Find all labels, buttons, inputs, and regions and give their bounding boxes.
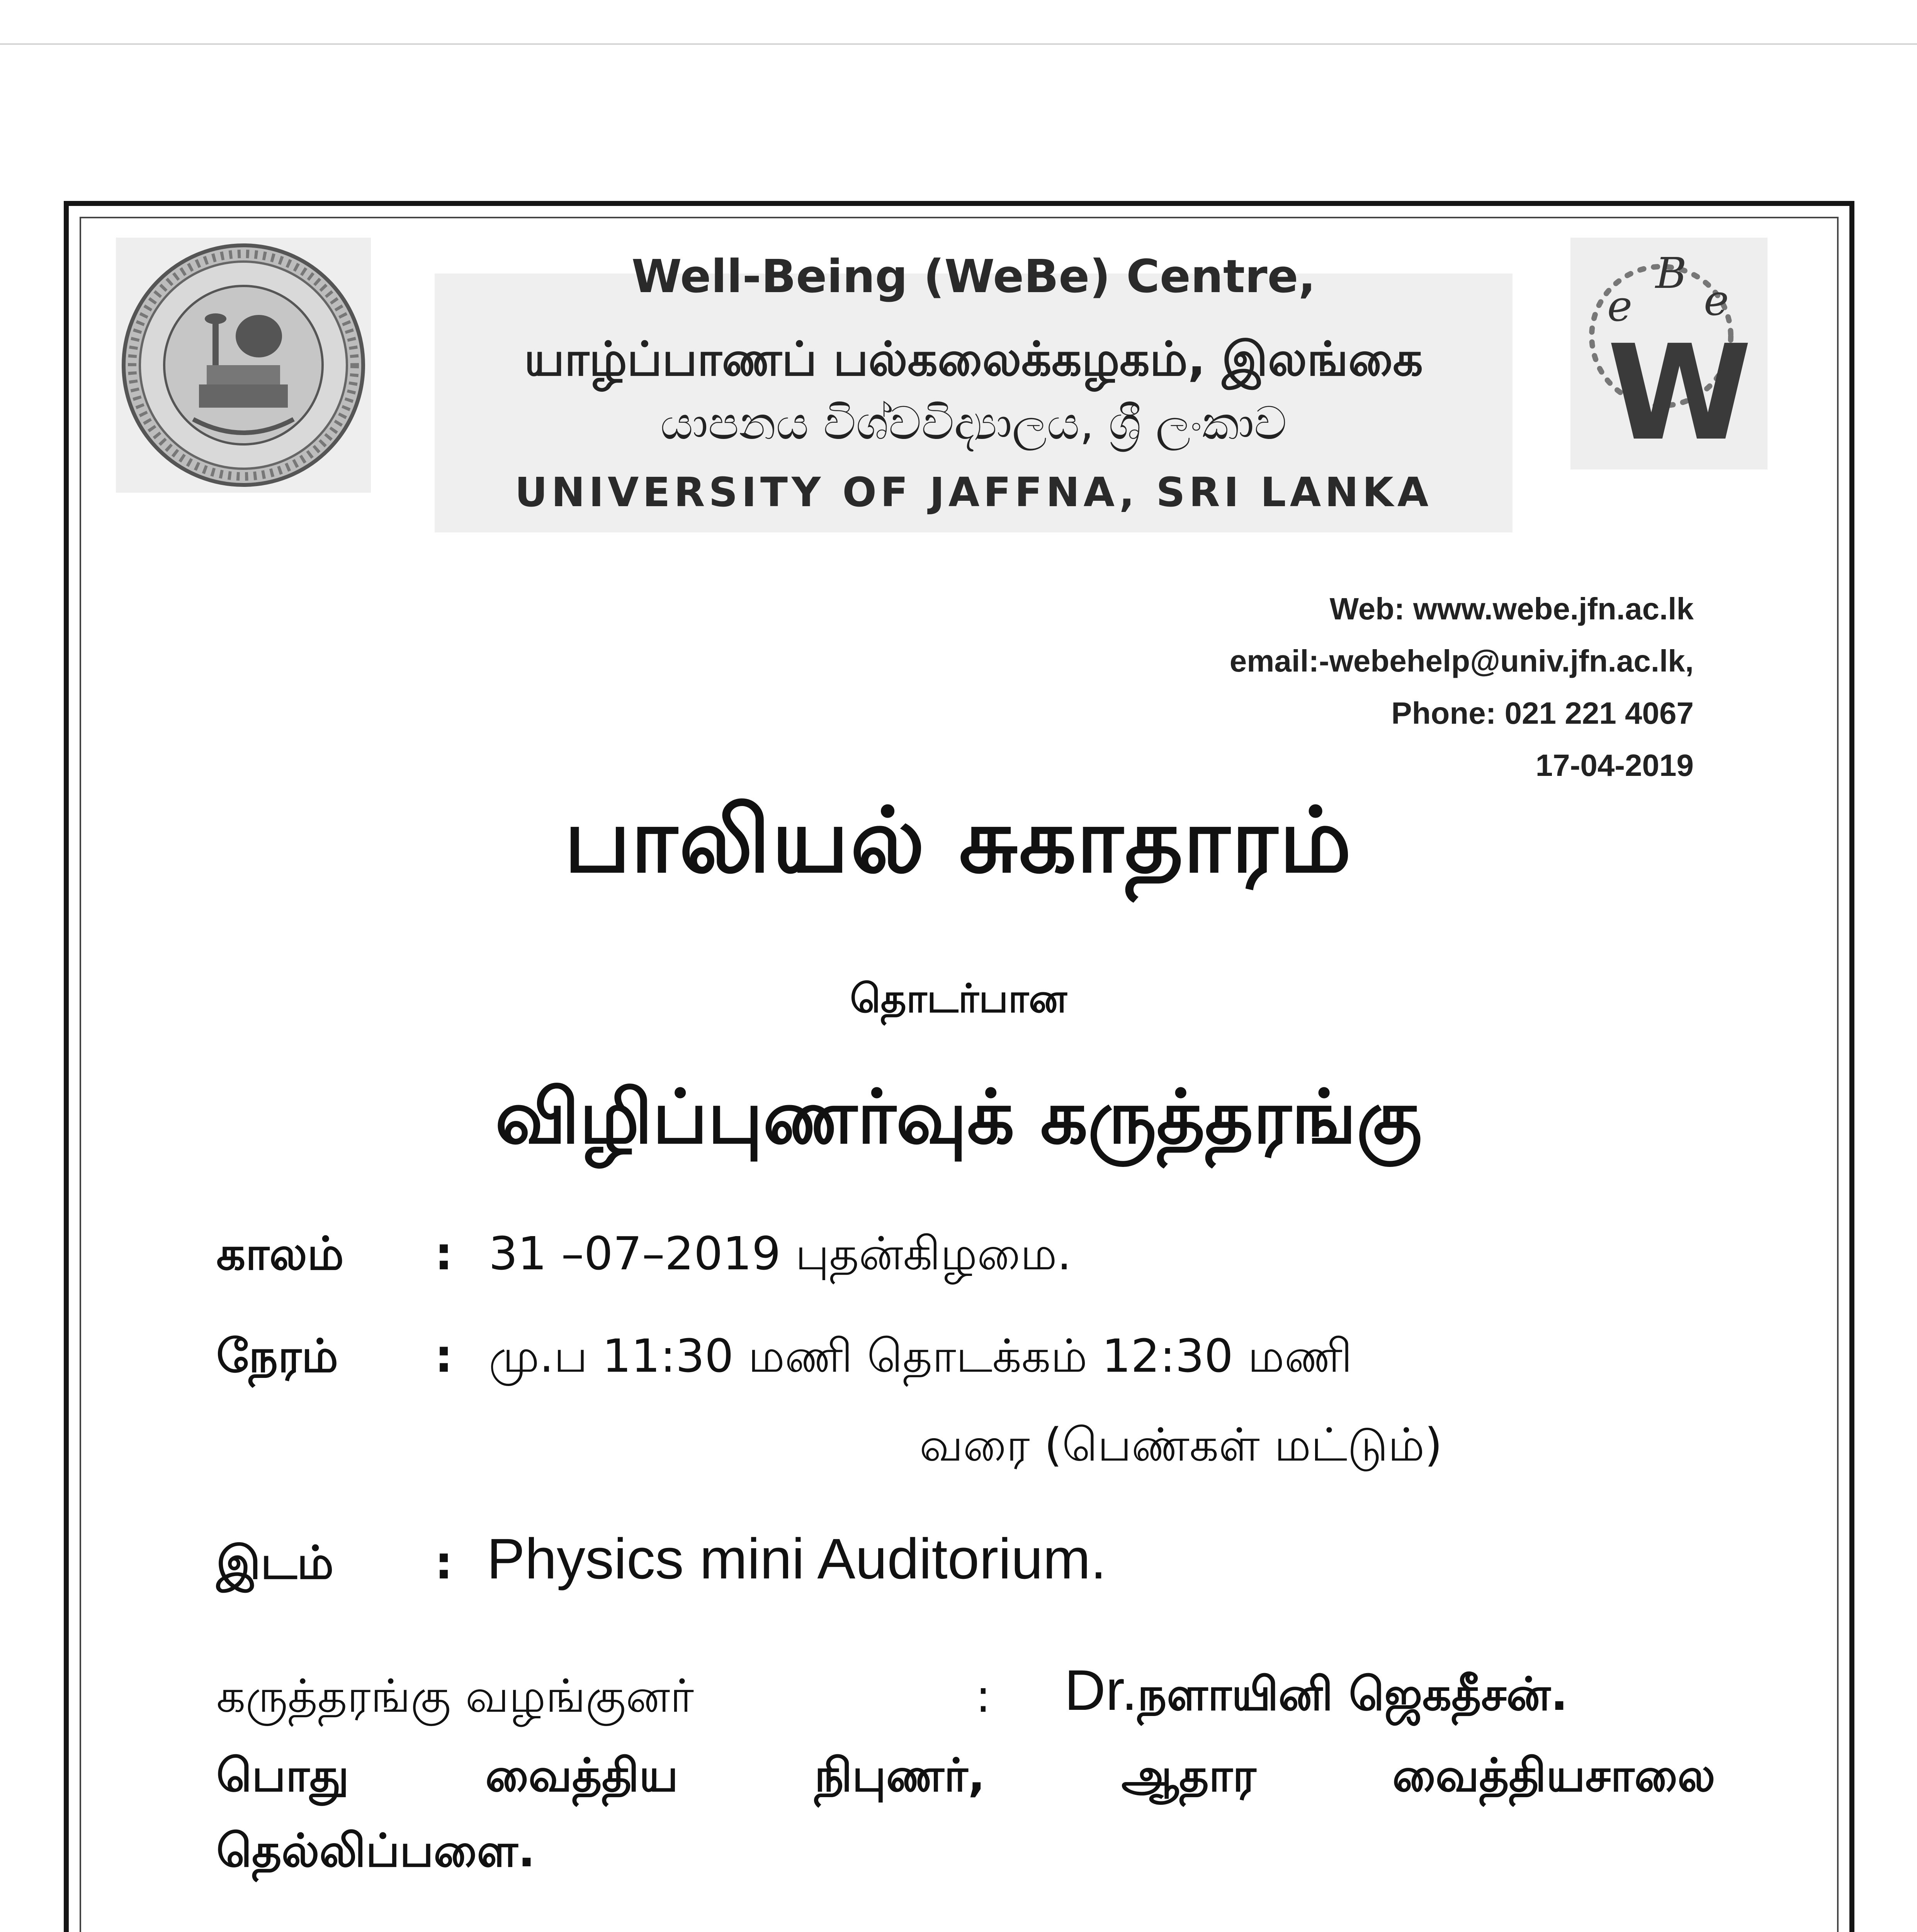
speaker-designation-word-4: ஆதார bbox=[1121, 1748, 1256, 1802]
logo-letter-w: W bbox=[1607, 317, 1752, 469]
centre-name: Well-Being (WeBe) Centre, bbox=[631, 250, 1316, 303]
speaker-label: கருத்தரங்கு வழங்குனர் bbox=[216, 1669, 694, 1723]
speaker-designation-row bbox=[216, 1748, 1715, 1808]
logo-letter-e-right: e bbox=[1704, 276, 1729, 325]
time-colon: : bbox=[435, 1329, 453, 1383]
university-seal-icon bbox=[116, 238, 371, 493]
speaker-title-prefix: Dr. bbox=[1064, 1658, 1138, 1722]
logo-letter-b: B bbox=[1655, 248, 1687, 298]
webe-logo-icon bbox=[1570, 238, 1767, 469]
university-name-block bbox=[435, 250, 1513, 532]
contact-web: Web: www.webe.jfn.ac.lk bbox=[1329, 592, 1694, 626]
contact-phone: Phone: 021 221 4067 bbox=[1391, 696, 1694, 730]
speaker-designation-word-2: வைத்திய bbox=[485, 1748, 678, 1802]
page-title: பாலியல் சுகாதாரம் bbox=[564, 788, 1353, 893]
event-title: விழிப்புணர்வுக் கருத்தரங்கு bbox=[495, 1074, 1422, 1160]
contact-email: email:-webehelp@univ.jfn.ac.lk, bbox=[1229, 644, 1694, 678]
speaker-designation-word-1: பொது bbox=[216, 1748, 349, 1802]
speaker-name: நளாயினி ஜெகதீசன். bbox=[1137, 1667, 1568, 1721]
logo-letter-e-left: e bbox=[1607, 281, 1633, 331]
speaker-designation-word-3: நிபுணர், bbox=[814, 1748, 986, 1802]
time-value-line2: வரை (பெண்கள் மட்டும்) bbox=[919, 1418, 1443, 1471]
scan-edge-line bbox=[0, 43, 1917, 45]
speaker-colon: : bbox=[975, 1669, 991, 1723]
date-value: 31 –07–2019 புதன்கிழமை. bbox=[489, 1227, 1072, 1280]
venue-label: இடம் bbox=[216, 1536, 334, 1589]
venue-value: Physics mini Auditorium. bbox=[487, 1527, 1106, 1591]
document-date: 17-04-2019 bbox=[1535, 748, 1694, 782]
date-colon: : bbox=[435, 1227, 453, 1280]
speaker-location: தெல்லிப்பளை. bbox=[216, 1824, 535, 1877]
time-label: நேரம் bbox=[216, 1329, 338, 1383]
date-label: காலம் bbox=[216, 1227, 344, 1280]
university-name-sinhala: යාපනය විශ්වවිද්‍යාලය, ශ්‍රී ලංකාව bbox=[660, 396, 1287, 450]
venue-colon: : bbox=[435, 1536, 453, 1589]
university-name-english: UNIVERSITY OF JAFFNA, SRI LANKA bbox=[515, 469, 1433, 516]
university-name-tamil: யாழ்ப்பாணப் பல்கலைக்கழகம், இலங்கை bbox=[524, 332, 1423, 386]
time-value-line1: மு.ப 11:30 மணி தொடக்கம் 12:30 மணி bbox=[489, 1329, 1353, 1383]
page-subtitle: தொடர்பான bbox=[850, 976, 1067, 1022]
speaker-designation-word-5: வைத்தியசாலை bbox=[1392, 1748, 1715, 1802]
speaker-name-line bbox=[1064, 1658, 1568, 1727]
